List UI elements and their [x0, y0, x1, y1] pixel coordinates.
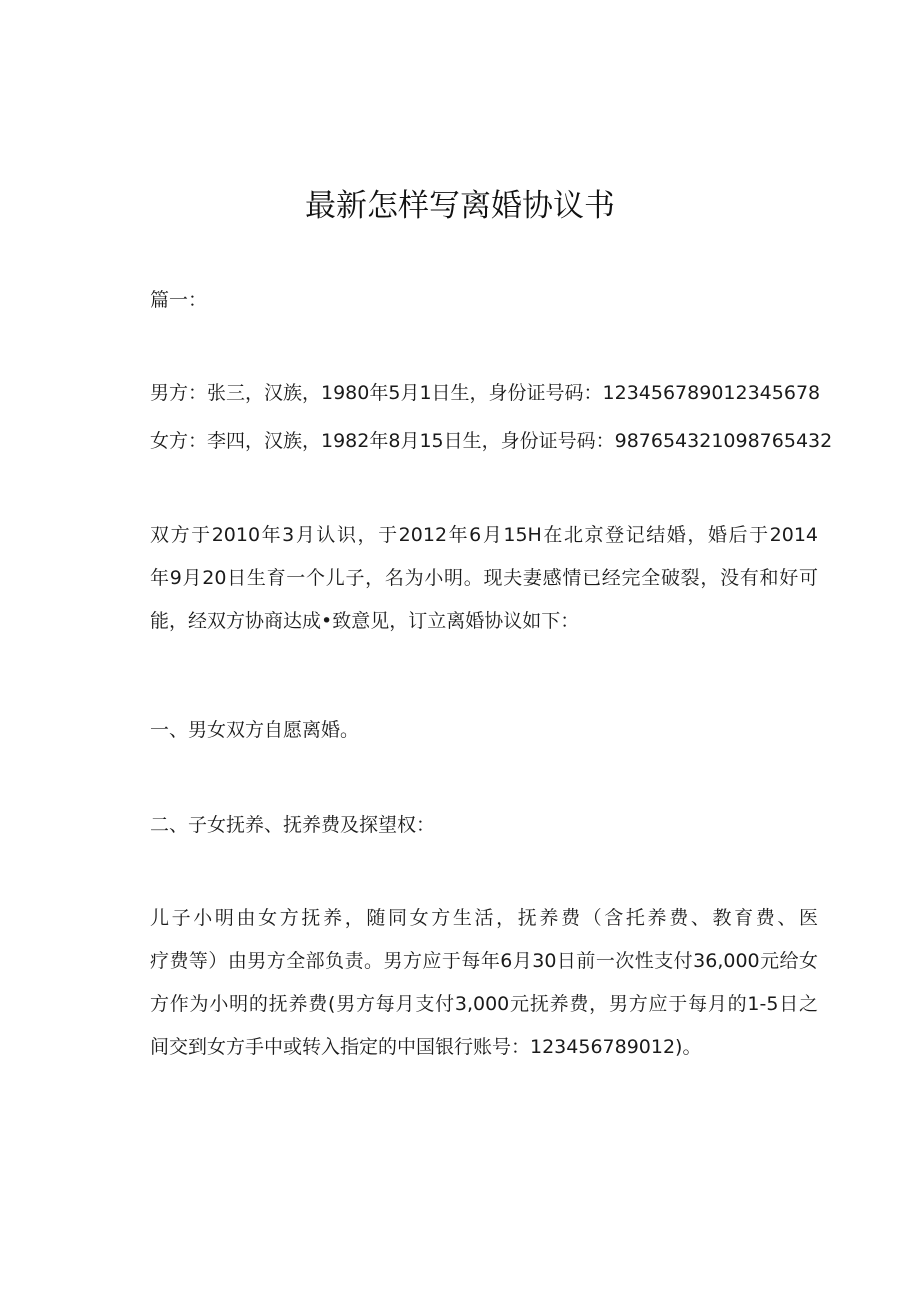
custody-line-4: 间交到女方手中或转入指定的中国银行账号：123456789012)。	[150, 1036, 702, 1058]
custody-line-2: 疗费等）由男方全部负责。男方应于每年6月30日前一次性支付36,000元给女	[150, 950, 818, 972]
intro-line-3: 能，经双方协商达成•致意见，订立离婚协议如下：	[150, 610, 580, 632]
clause-1: 一、男女双方自愿离婚。	[150, 719, 360, 741]
custody-paragraph	[150, 897, 818, 940]
custody-line-3: 方作为小明的抚养费(男方每月支付3,000元抚养费，男方应于每月的1-5日之	[150, 993, 818, 1015]
document-title: 最新怎样写离婚协议书	[305, 188, 615, 224]
intro-line-1: 双方于2010年3月认识，于2012年6月15H在北京登记结婚，婚后于2014	[150, 524, 818, 546]
clause-2-heading: 二、子女抚养、抚养费及探望权：	[150, 814, 436, 836]
male-party-line: 男方：张三，汉族，1980年5月1日生，身份证号码：123456789012345678	[150, 382, 821, 404]
intro-line-2: 年9月20日生育一个儿子，名为小明。现夫妻感情已经完全破裂，没有和好可	[150, 567, 818, 589]
custody-line-1: 儿子小明由女方抚养，随同女方生活，抚养费（含托养费、教育费、医	[150, 907, 818, 929]
custody-paragraph-cont	[150, 940, 818, 1069]
section-label: 篇一：	[150, 289, 208, 311]
intro-paragraph	[150, 514, 818, 557]
intro-paragraph-cont	[150, 557, 818, 643]
female-party-line: 女方：李四，汉族，1982年8月15日生，身份证号码：987654321098765432	[150, 430, 833, 452]
